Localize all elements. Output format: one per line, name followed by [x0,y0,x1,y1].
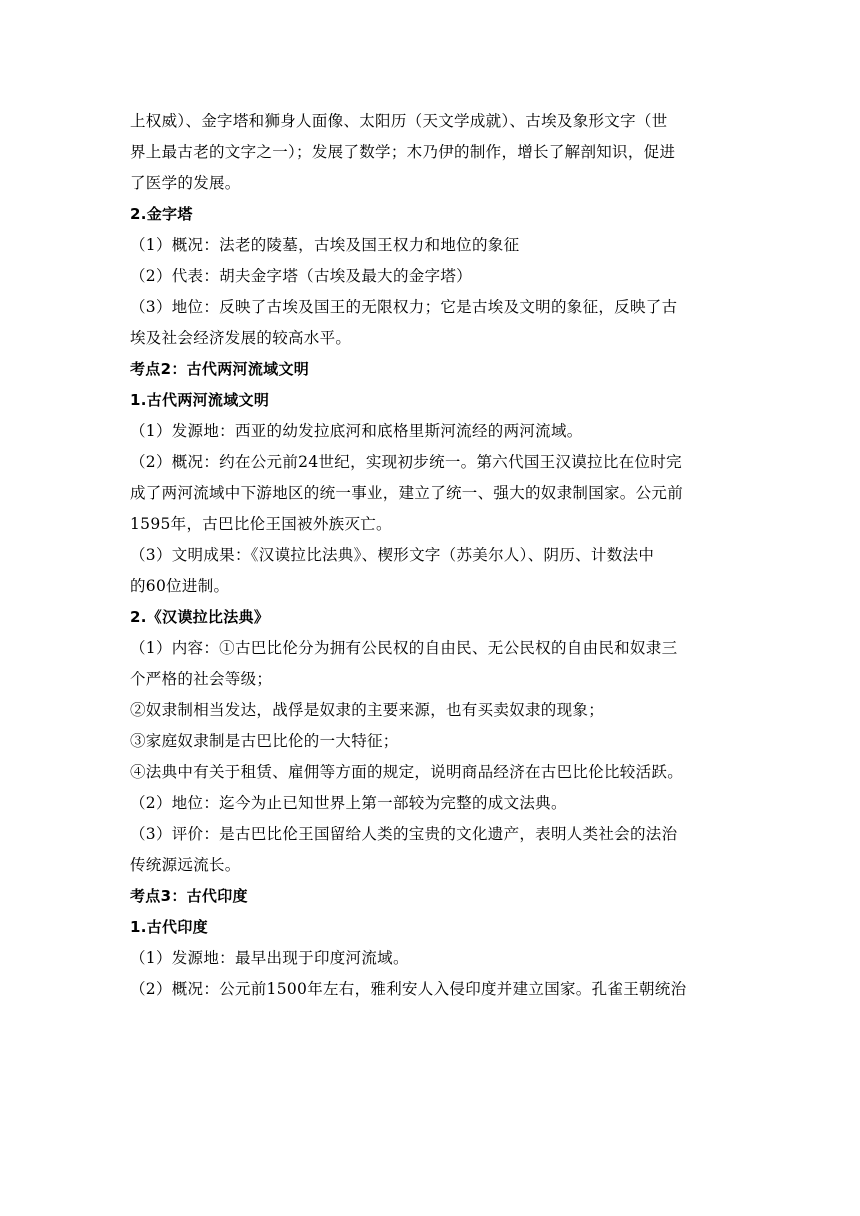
text-line: （2）代表：胡夫金字塔（古埃及最大的金字塔） [130,267,472,285]
text-line: （1）概况：法老的陵墓，古埃及国王权力和地位的象征 [130,236,520,254]
text-line: 了医学的发展。 [130,174,241,192]
text-line: （2）地位：迄今为止已知世界上第一部较为完整的成文法典。 [130,794,567,812]
text-line: （2）概况：公元前1500年左右，雅利安人入侵印度并建立国家。孔雀王朝统治 [130,980,687,998]
text-line: （1）发源地：西亚的幼发拉底河和底格里斯河流经的两河流域。 [130,422,583,440]
section-heading: 2.金字塔 [130,205,193,223]
text-line: 1595年，古巴比伦王国被外族灭亡。 [130,515,392,533]
text-line: 埃及社会经济发展的较高水平。 [130,329,352,347]
text-line: 传统源远流长。 [130,856,241,874]
section-heading: 1.古代印度 [130,918,208,936]
text-line: （1）内容：①古巴比伦分为拥有公民权的自由民、无公民权的自由民和奴隶三 [130,639,678,657]
section-heading: 1.古代两河流域文明 [130,391,270,409]
text-line: 界上最古老的文字之一）；发展了数学；木乃伊的制作，增长了解剖知识，促进 [130,143,676,161]
text-line: （3）评价：是古巴比伦王国留给人类的宝贵的文化遗产，表明人类社会的法治 [130,825,678,843]
text-line: （3）地位：反映了古埃及国王的无限权力；它是古埃及文明的象征，反映了古 [130,298,678,316]
section-heading: 考点3：古代印度 [130,887,248,905]
text-line: 上权威）、金字塔和狮身人面像、太阳历（天文学成就）、古埃及象形文字（世 [130,112,668,130]
section-heading: 2.《汉谟拉比法典》 [130,608,270,626]
text-line: ③家庭奴隶制是古巴比伦的一大特征； [130,732,399,750]
text-line: （2）概况：约在公元前24世纪，实现初步统一。第六代国王汉谟拉比在位时完 [130,453,682,471]
text-line: 个严格的社会等级； [130,670,273,688]
text-line: ②奴隶制相当发达，战俘是奴隶的主要来源，也有买卖奴隶的现象； [130,701,605,719]
text-line: 成了两河流域中下游地区的统一事业，建立了统一、强大的奴隶制国家。公元前 [130,484,684,502]
text-line: ④法典中有关于租赁、雇佣等方面的规定，说明商品经济在古巴比伦比较活跃。 [130,763,684,781]
document-page [130,106,740,1005]
text-line: 的60位进制。 [130,577,230,595]
section-heading: 考点2：古代两河流域文明 [130,360,310,378]
text-line: （1）发源地：最早出现于印度河流域。 [130,949,409,967]
text-line: （3）文明成果：《汉谟拉比法典》、楔形文字（苏美尔人）、阴历、计数法中 [130,546,655,564]
